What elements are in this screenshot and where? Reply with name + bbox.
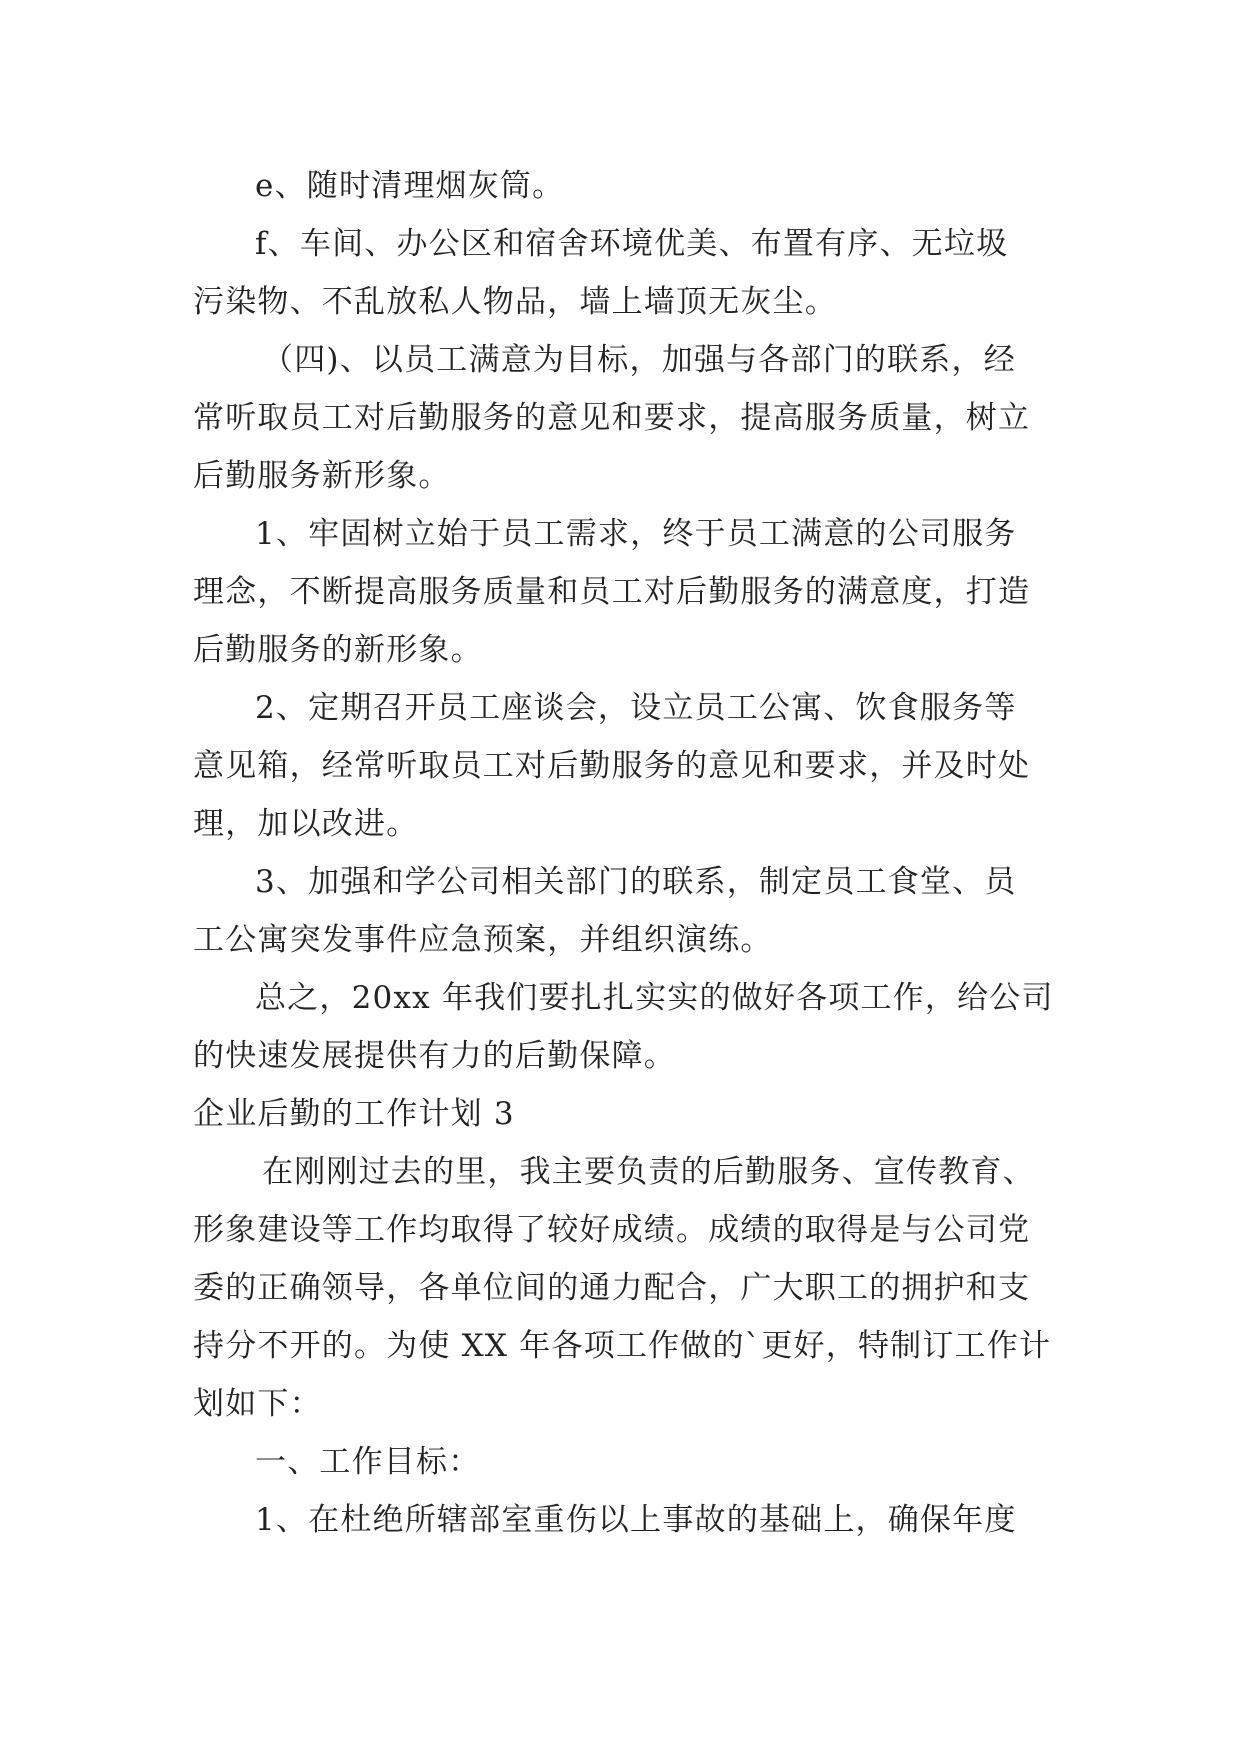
intro-line-4: 持分不开的。为使 XX 年各项工作做的`更好，特制订工作计 xyxy=(193,1328,1052,1364)
paragraph-f-line-2: 污染物、不乱放私人物品，墙上墙顶无灰尘。 xyxy=(193,284,837,320)
intro-line-5: 划如下： xyxy=(193,1386,322,1422)
item-3-line-2: 工公寓突发事件应急预案，并组织演练。 xyxy=(193,922,773,958)
item-1-line-1: 1、牢固树立始于员工需求，终于员工满意的公司服务 xyxy=(255,516,1017,552)
section-four-heading-line-3: 后勤服务新形象。 xyxy=(193,458,451,494)
item-2-line-3: 理，加以改进。 xyxy=(193,806,419,842)
paragraph-e: e、随时清理烟灰筒。 xyxy=(255,168,565,204)
item-2-line-1: 2、定期召开员工座谈会，设立员工公寓、饮食服务等 xyxy=(255,690,1017,726)
summary-line-1: 总之，20xx 年我们要扎扎实实的做好各项工作，给公司 xyxy=(255,980,1054,1016)
paragraph-f-line-1: f、车间、办公区和宿舍环境优美、布置有序、无垃圾 xyxy=(255,226,1009,262)
section-four-heading-line-2: 常听取员工对后勤服务的意见和要求，提高服务质量，树立 xyxy=(193,400,1031,436)
item-1-line-3: 后勤服务的新形象。 xyxy=(193,632,483,668)
work-goal-heading: 一、工作目标： xyxy=(255,1444,481,1480)
goal-item-1-line-1: 1、在杜绝所辖部室重伤以上事故的基础上，确保年度 xyxy=(255,1502,1017,1538)
item-2-line-2: 意见箱，经常听取员工对后勤服务的意见和要求，并及时处 xyxy=(193,748,1031,784)
item-3-line-1: 3、加强和学公司相关部门的联系，制定员工食堂、员 xyxy=(255,864,1017,900)
section-four-heading-line-1: （四)、以员工满意为目标，加强与各部门的联系，经 xyxy=(262,342,1016,378)
intro-line-2: 形象建设等工作均取得了较好成绩。成绩的取得是与公司党 xyxy=(193,1212,1031,1248)
plan-3-title: 企业后勤的工作计划 3 xyxy=(193,1096,515,1132)
intro-line-1: 在刚刚过去的里，我主要负责的后勤服务、宣传教育、 xyxy=(262,1154,1035,1190)
intro-line-3: 委的正确领导，各单位间的通力配合，广大职工的拥护和支 xyxy=(193,1270,1031,1306)
item-1-line-2: 理念，不断提高服务质量和员工对后勤服务的满意度，打造 xyxy=(193,574,1031,610)
summary-line-2: 的快速发展提供有力的后勤保障。 xyxy=(193,1038,676,1074)
